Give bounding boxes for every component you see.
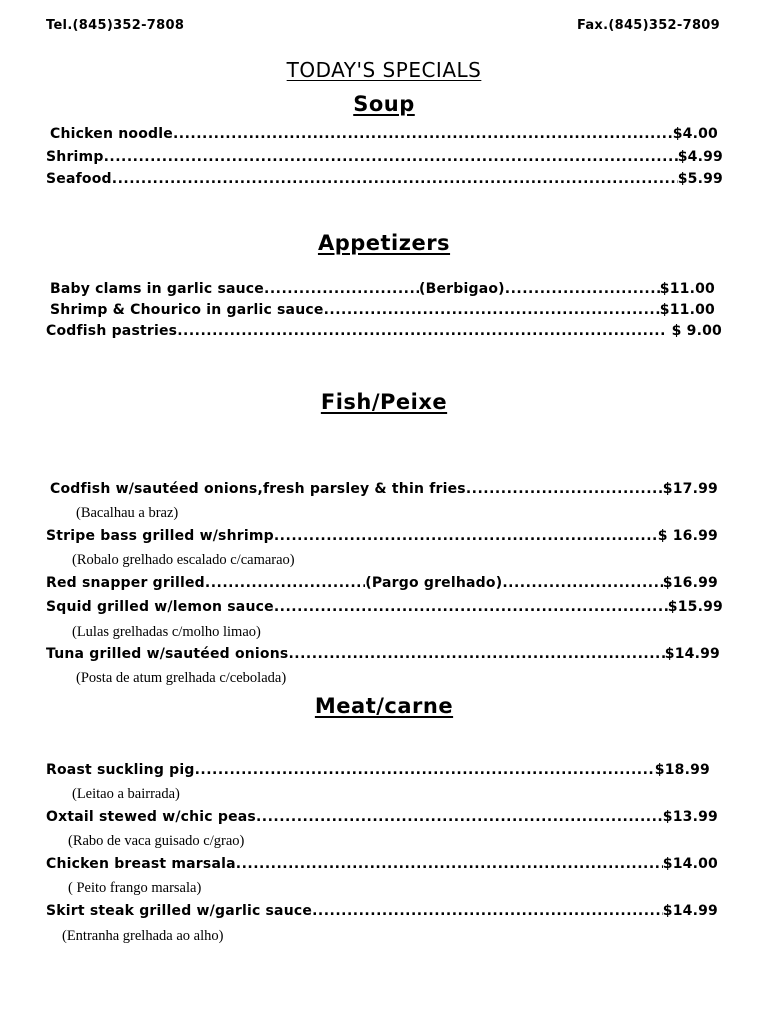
item-name: Chicken breast marsala (46, 856, 236, 872)
item-price: $ 16.99 (657, 528, 718, 544)
item-subtitle: (Posta de atum grelhada c/cebolada) (76, 670, 287, 686)
meat-heading: Meat/carne (314, 694, 454, 718)
leader-dots (256, 809, 663, 825)
leader-dots (505, 281, 660, 297)
item-portuguese-name: (Berbigao) (419, 281, 505, 297)
soup-heading: Soup (353, 92, 415, 116)
fish-heading: Fish/Peixe (320, 390, 448, 414)
menu-item-squid (46, 599, 723, 615)
menu-item-tuna (46, 646, 720, 662)
item-name: Oxtail stewed w/chic peas (46, 809, 256, 825)
leader-dots (274, 599, 668, 615)
leader-dots (173, 126, 673, 142)
item-name: Stripe bass grilled w/shrimp (46, 528, 274, 544)
menu-item-skirt-steak (46, 903, 718, 919)
menu-item-codfish (50, 481, 718, 497)
item-name: Tuna grilled w/sautéed onions (46, 646, 289, 662)
item-price: $15.99 (667, 599, 723, 615)
item-name: Codfish pastries (46, 323, 178, 339)
item-subtitle: (Robalo grelhado escalado c/camarao) (72, 552, 295, 568)
menu-item-chicken-marsala (46, 856, 718, 872)
menu-item-suckling-pig (46, 762, 710, 778)
item-subtitle: (Rabo de vaca guisado c/grao) (68, 833, 245, 849)
item-name: Chicken noodle (50, 126, 173, 142)
item-name: Shrimp (46, 149, 104, 165)
menu-item-codfish-pastries (46, 323, 722, 339)
menu-item-oxtail (46, 809, 718, 825)
item-name: Skirt steak grilled w/garlic sauce (46, 903, 313, 919)
item-price: $16.99 (662, 575, 718, 591)
leader-dots (502, 575, 662, 591)
fax-number: Fax.(845)352-7809 (576, 18, 720, 33)
item-price: $11.00 (659, 281, 715, 297)
leader-dots (177, 323, 666, 339)
item-price: $5.99 (677, 171, 723, 187)
item-portuguese-name: (Pargo grelhado) (365, 575, 503, 591)
leader-dots (264, 281, 419, 297)
item-name: Codfish w/sautéed onions,fresh parsley & thin fries (50, 481, 466, 497)
menu-item-shrimp-chourico (50, 302, 715, 318)
item-price: $18.99 (654, 762, 710, 778)
leader-dots (274, 528, 658, 544)
menu-item-seafood (46, 171, 723, 187)
item-name: Roast suckling pig (46, 762, 195, 778)
menu-item-chicken-noodle (50, 126, 718, 142)
leader-dots (104, 149, 678, 165)
item-name: Squid grilled w/lemon sauce (46, 599, 274, 615)
item-price: $4.99 (677, 149, 723, 165)
item-price: $17.99 (662, 481, 718, 497)
menu-title: TODAY'S SPECIALS (286, 58, 482, 82)
leader-dots (236, 856, 663, 872)
leader-dots (288, 646, 664, 662)
item-price: $4.00 (672, 126, 718, 142)
appetizers-heading: Appetizers (317, 231, 451, 255)
menu-item-red-snapper (46, 575, 718, 591)
leader-dots (312, 903, 663, 919)
item-subtitle: (Entranha grelhada ao alho) (62, 928, 224, 944)
menu-item-baby-clams (50, 281, 715, 297)
menu-item-shrimp (46, 149, 723, 165)
item-price: $14.99 (664, 646, 720, 662)
item-subtitle: (Bacalhau a braz) (76, 505, 179, 521)
item-subtitle: (Leitao a bairrada) (72, 786, 180, 802)
item-subtitle: (Lulas grelhadas c/molho limao) (72, 624, 261, 640)
item-name: Shrimp & Chourico in garlic sauce (50, 302, 324, 318)
item-price: $13.99 (662, 809, 718, 825)
phone-number: Tel.(845)352-7808 (46, 18, 185, 33)
item-subtitle: ( Peito frango marsala) (68, 880, 202, 896)
item-name: Seafood (46, 171, 112, 187)
item-price: $14.00 (662, 856, 718, 872)
item-price: $14.99 (662, 903, 718, 919)
leader-dots (324, 302, 660, 318)
leader-dots (112, 171, 678, 187)
item-price: $ 9.00 (666, 323, 722, 339)
leader-dots (466, 481, 663, 497)
item-name: Red snapper grilled (46, 575, 205, 591)
item-price: $11.00 (659, 302, 715, 318)
leader-dots (205, 575, 365, 591)
item-name: Baby clams in garlic sauce (50, 281, 265, 297)
menu-item-stripe-bass (46, 528, 718, 544)
leader-dots (195, 762, 655, 778)
